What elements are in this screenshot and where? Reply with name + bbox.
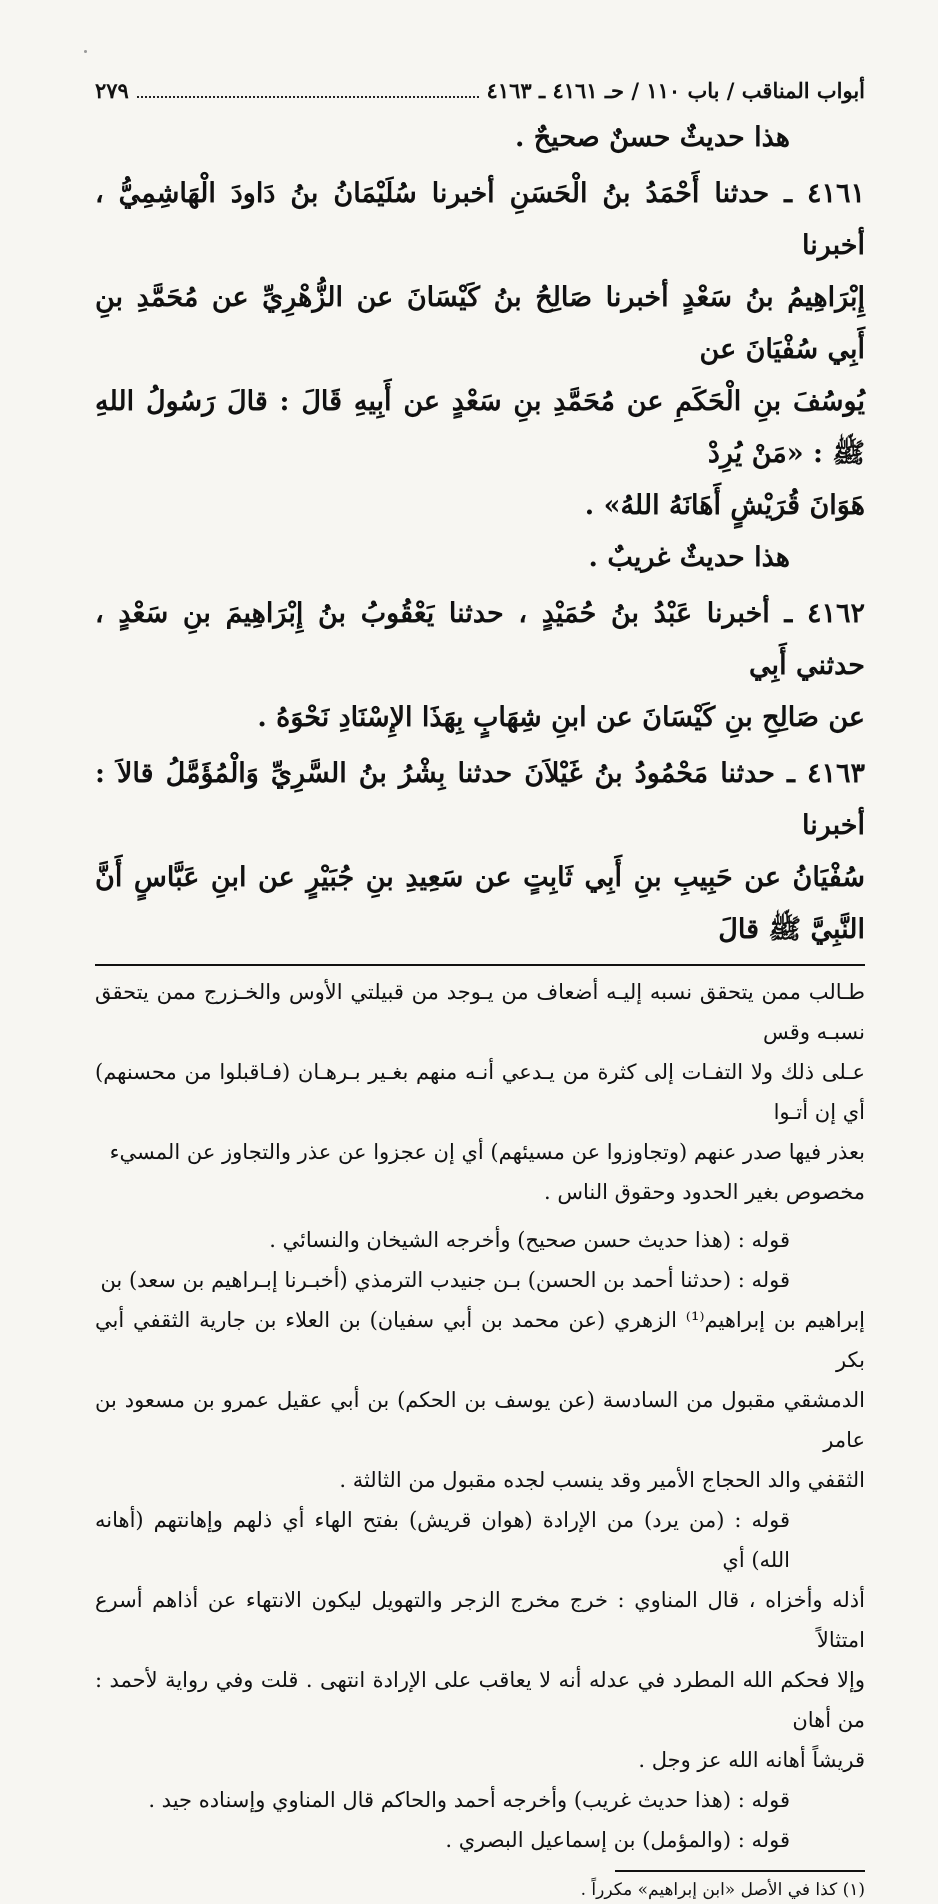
hadith-4163-line-2: سُفْيَانُ عن حَبِيبِ بنِ أَبِي ثَابِتٍ عن سَعِيدِ بنِ جُبَيْرٍ عن ابنِ عَبَّاسٍ أَنَّ النَّبِيَّ ﷺ قالَ bbox=[95, 862, 865, 945]
header-leader-dots bbox=[137, 95, 479, 98]
commentary-line: أذله وأخزاه ، قال المناوي : خرج مخرج الزجر والتهويل ليكون الانتهاء عن أذاهم أسرع امتثالاً bbox=[95, 1588, 865, 1652]
header-title: أبواب المناقب / باب ١١٠ / حـ ٤١٦١ ـ ٤١٦٣ bbox=[486, 78, 865, 103]
section-divider bbox=[95, 964, 865, 966]
commentary-line: قوله : (هذا حديث حسن صحيح) وأخرجه الشيخان والنسائي . bbox=[269, 1228, 790, 1252]
commentary-line: قوله : (من يرد) من الإرادة (هوان قريش) بفتح الهاء أي ذلهم وإهانتهم (أهانه الله) أي bbox=[95, 1508, 790, 1572]
page-number: ٢٧٩ bbox=[95, 78, 129, 103]
footnote: (١) كذا في الأصل «ابن إبراهيم» مكرراً . bbox=[580, 1880, 865, 1900]
document-page bbox=[95, 78, 865, 1904]
commentary-line: قوله : (والمؤمل) بن إسماعيل البصري . bbox=[445, 1828, 790, 1852]
scan-speck bbox=[84, 50, 87, 53]
commentary-line: وإلا فحكم الله المطرد في عدله أنه لا يعاقب على الإرادة انتهى . قلت وفي رواية لأحمد : من أهان bbox=[95, 1668, 865, 1732]
commentary-line: طـالب ممن يتحقق نسبه إليـه أضعاف من يـوجد من قبيلتي الأوس والخـزرج ممن يتحقق نسبـه وقس bbox=[95, 980, 865, 1044]
verdict-line-2: هذا حديثٌ غريبٌ . bbox=[588, 542, 790, 573]
commentary-line: الثقفي والد الحجاج الأمير وقد ينسب لجده مقبول من الثالثة . bbox=[339, 1468, 865, 1492]
commentary-line: الدمشقي مقبول من السادسة (عن يوسف بن الحكم) بن أبي عقيل عمرو بن مسعود بن عامر bbox=[95, 1388, 865, 1452]
commentary bbox=[95, 972, 865, 1860]
commentary-line: مخصوص بغير الحدود وحقوق الناس . bbox=[544, 1180, 865, 1204]
running-header bbox=[95, 78, 865, 112]
hadith-4161-line-3: يُوسُفَ بنِ الْحَكَمِ عن مُحَمَّدِ بنِ سَعْدٍ عن أَبِيهِ قَالَ : قالَ رَسُولُ اللهِ ﷺ : «مَنْ يُرِدْ bbox=[95, 386, 866, 469]
commentary-line: قوله : (حدثنا أحمد بن الحسن) بـن جنيدب الترمذي (أخبـرنا إبـراهيم بن سعد) بن bbox=[100, 1268, 790, 1292]
hadith-4162-line-1: ٤١٦٢ ـ أخبرنا عَبْدُ بنُ حُمَيْدٍ ، حدثنا يَعْقُوبُ بنُ إِبْرَاهِيمَ بنِ سَعْدٍ ، حدثني أَبِي bbox=[95, 598, 865, 681]
hadith-4162-line-2: عن صَالِحِ بنِ كَيْسَانَ عن ابنِ شِهَابٍ بِهَذَا الإِسْنَادِ نَحْوَهُ . bbox=[257, 702, 865, 733]
hadith-text bbox=[95, 112, 865, 956]
hadith-4161-line-1: ٤١٦١ ـ حدثنا أَحْمَدُ بنُ الْحَسَنِ أخبرنا سُلَيْمَانُ بنُ دَاودَ الْهَاشِمِيُّ ، أخبرنا bbox=[95, 178, 865, 261]
commentary-line: عـلى ذلك ولا التفـات إلى كثرة من يـدعي أنـه منهم بغـير بـرهـان (فـاقبلوا من محسنهم) أي إن أتـوا bbox=[95, 1060, 865, 1124]
commentary-line: بعذر فيها صدر عنهم (وتجاوزوا عن مسيئهم) أي إن عجزوا عن عذر والتجاوز عن المسيء bbox=[109, 1140, 865, 1164]
commentary-line: قريشاً أهانه الله عز وجل . bbox=[638, 1748, 865, 1772]
commentary-line: إبراهيم بن إبراهيم⁽¹⁾ الزهري (عن محمد بن أبي سفيان) بن العلاء بن جارية الثقفي أبي بكر bbox=[95, 1308, 865, 1372]
footnote-divider bbox=[615, 1870, 865, 1872]
hadith-4161-line-4: هَوَانَ قُرَيْشٍ أَهَانَهُ اللهُ» . bbox=[584, 490, 865, 521]
hadith-4163-line-1: ٤١٦٣ ـ حدثنا مَحْمُودُ بنُ غَيْلاَنَ حدثنا بِشْرُ بنُ السَّرِيِّ وَالْمُؤَمَّلُ قالاَ : أخبرنا bbox=[95, 758, 865, 841]
verdict-line: هذا حديثٌ حسنٌ صحيحٌ . bbox=[514, 122, 790, 153]
hadith-4161-line-2: إِبْرَاهِيمُ بنُ سَعْدٍ أخبرنا صَالِحُ بنُ كَيْسَانَ عن الزُّهْرِيِّ عن مُحَمَّدِ بنِ أَبِي سُفْيَانَ عن bbox=[95, 282, 865, 365]
commentary-line: قوله : (هذا حديث غريب) وأخرجه أحمد والحاكم قال المناوي وإسناده جيد . bbox=[148, 1788, 790, 1812]
